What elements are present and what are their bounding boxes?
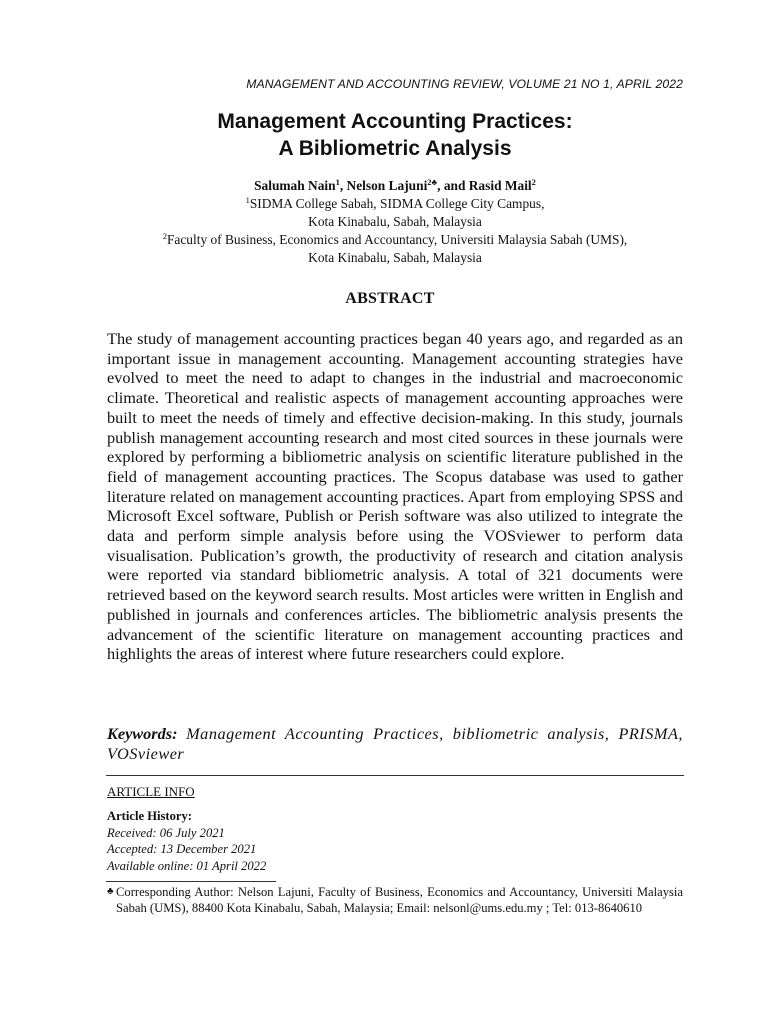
author-separator: , and (437, 178, 469, 193)
author-2-affiliation-mark: 2♣ (427, 177, 438, 187)
running-head: MANAGEMENT AND ACCOUNTING REVIEW, VOLUME 21 NO 1, APRIL 2022 (246, 77, 683, 91)
affiliation-2-mark: 2 (162, 231, 167, 241)
title-line-2: A Bibliometric Analysis (278, 137, 512, 160)
title-line-1: Management Accounting Practices: (217, 110, 573, 133)
article-history (107, 808, 266, 874)
club-icon: ♣ (107, 886, 114, 897)
corresponding-author-footnote (107, 884, 683, 916)
author-block (0, 177, 768, 267)
affiliation-1-text: SIDMA College Sabah, SIDMA College City Campus, (249, 196, 545, 211)
keywords-text: Management Accounting Practices, bibliometric analysis, PRISMA, VOSviewer (107, 724, 683, 763)
available-online-date: Available online: 01 April 2022 (107, 858, 267, 873)
author-separator: , (339, 178, 347, 193)
affiliation-1-line-2: Kota Kinabalu, Sabah, Malaysia (308, 214, 482, 229)
affiliation-2-line-2: Kota Kinabalu, Sabah, Malaysia (308, 250, 482, 265)
article-history-label: Article History: (107, 809, 192, 823)
abstract-heading: ABSTRACT (345, 290, 435, 307)
author-3-name: Rasid Mail (468, 178, 532, 193)
author-names (0, 177, 768, 195)
article-title (0, 108, 768, 162)
author-2-name: Nelson Lajuni (346, 178, 428, 193)
affiliation-2-text: Faculty of Business, Economics and Accountancy, Universiti Malaysia Sabah (UMS), (166, 232, 628, 247)
footnote-divider (106, 881, 276, 882)
affiliation-1-line-1 (0, 195, 768, 213)
keywords (107, 724, 683, 764)
affiliation-1-mark: 1 (245, 195, 250, 205)
keywords-label: Keywords: (107, 724, 178, 743)
author-1-name: Salumah Nain (254, 178, 336, 193)
affiliation-2-line-1 (0, 231, 768, 249)
article-info-heading: ARTICLE INFO (107, 784, 195, 799)
section-divider (106, 775, 684, 776)
accepted-date: Accepted: 13 December 2021 (107, 842, 257, 856)
received-date: Received: 06 July 2021 (107, 825, 225, 840)
abstract-body: The study of management accounting practices began 40 years ago, and regarded as an important issue in management accounting. Management accounting strategies have evolved to meet the need to adapt to changes in the industrial and macroeconomic climate. Theoretical and realistic aspects of management accounting approaches were built to meet the needs of timely and effective decision-making. In this study, journals publish management accounting research and most cited sources in these journals were explored by performing a bibliometric analysis on scientific literature published in the field of management accounting practices. The Scopus database was used to gather literature related on management accounting practices. Apart from employing SPSS and Microsoft Excel software, Publish or Perish software was also utilized to integrate the data and perform simple analysis before using the VOSviewer to perform data visualisation. Publication’s growth, the productivity of research and citation analysis were reported via standard bibliometric analysis. A total of 321 documents were retrieved based on the keyword search results. Most articles were written in English and published in journals and conferences articles. The bibliometric analysis presents the advancement of the scientific literature on management accounting practices and highlights the areas of interest where future researchers could explore. (107, 329, 683, 664)
footnote-text: Corresponding Author: Nelson Lajuni, Faculty of Business, Economics and Accountancy, Universiti Malaysia Sabah (UMS), 88400 Kota Kinabalu, Sabah, Malaysia; Email: nelsonl@ums.edu.my ; Tel: 013-8640610 (116, 885, 683, 915)
author-3-affiliation-mark: 2 (531, 177, 536, 187)
author-1-affiliation-mark: 1 (335, 177, 340, 187)
